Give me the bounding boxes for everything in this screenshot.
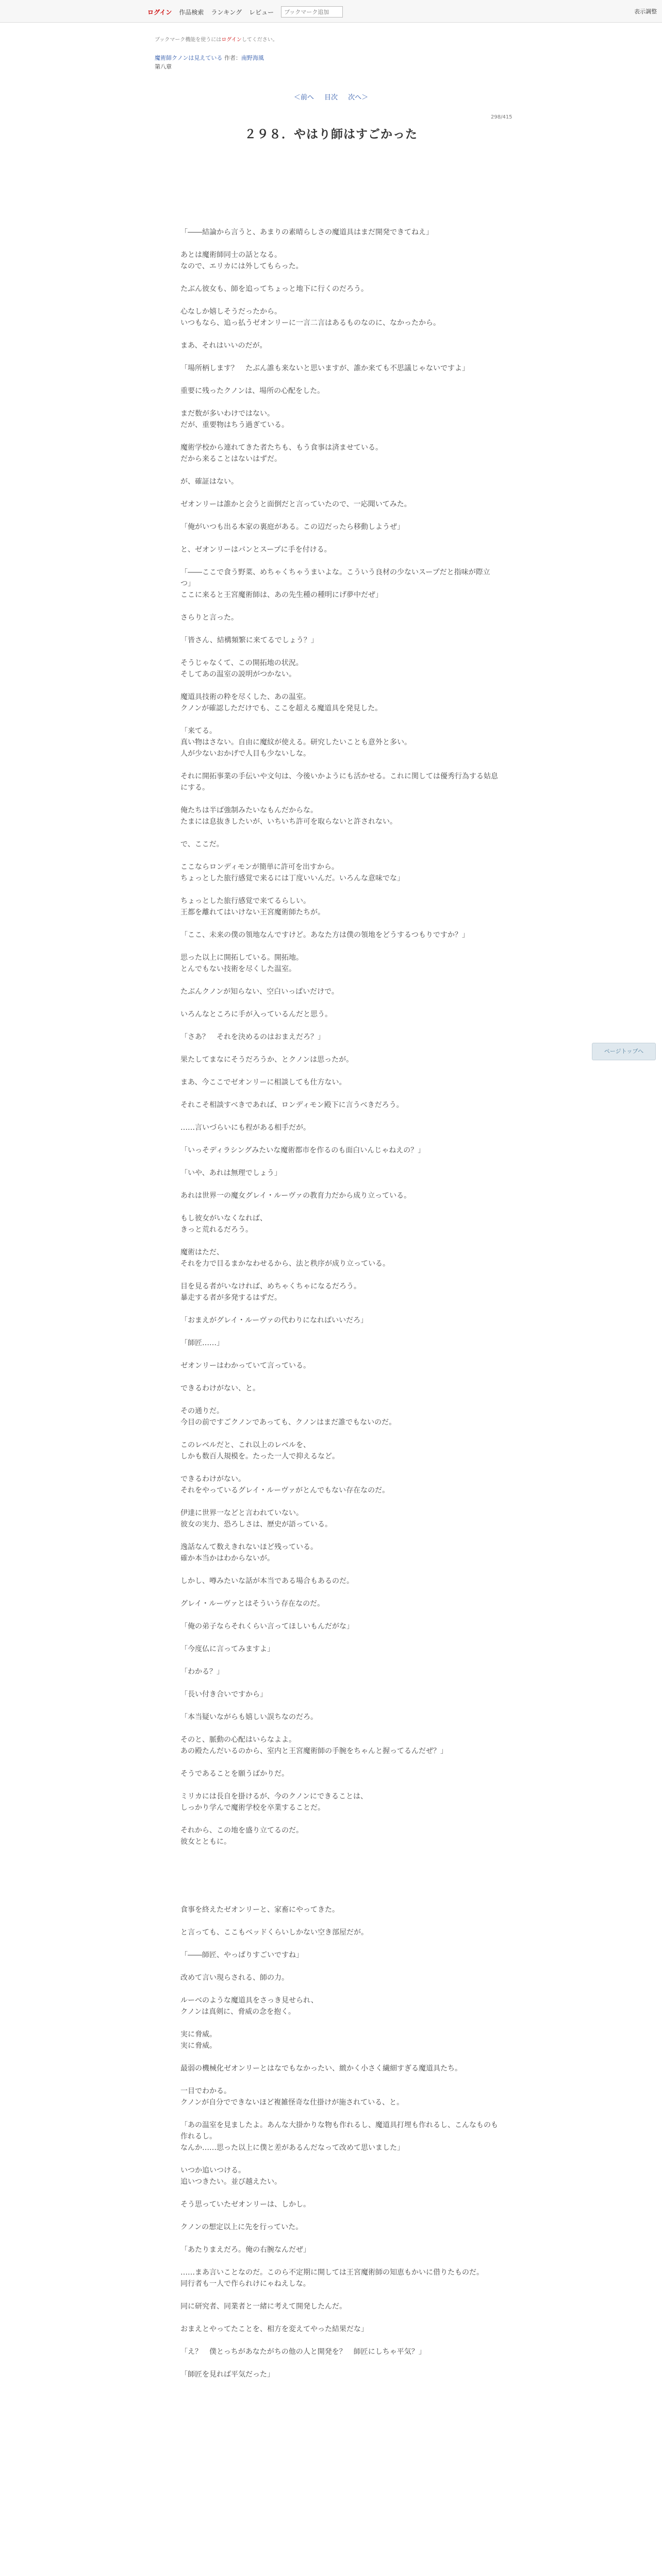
blank-line	[180, 2188, 500, 2199]
blank-line	[180, 1632, 500, 1643]
blank-line	[180, 2210, 500, 2222]
blank-line	[180, 601, 500, 612]
body-line: まだ数が多いわけではない。	[180, 410, 274, 418]
body-line: が、確証はない。	[180, 478, 238, 486]
next-episode-link[interactable]: 次へ＞	[348, 94, 369, 101]
body-line: グレイ・ルーヴァとはそういう存在なのだ。	[180, 1600, 325, 1608]
body-line: だが、重要物はちう過ぎている。	[180, 421, 289, 429]
body-line: 「わかる？」	[180, 1668, 224, 1676]
body-line: なので、エリカには外してもらった。	[180, 262, 303, 270]
blank-line	[180, 1870, 500, 1882]
body-line: 一目でわかる。	[180, 2087, 231, 2095]
body-line: 「俺の弟子ならそれくらい言ってほしいもんだがな」	[180, 1622, 354, 1631]
series-title-link[interactable]: 魔術師クノンは見えている	[155, 55, 223, 61]
notice-suffix: してください。	[241, 37, 278, 43]
body-line: 思った以上に開拓している。開拓地。	[180, 954, 303, 962]
body-line: このレベルだと、これ以上のレベルを、	[180, 1441, 310, 1449]
body-line: そのと、脈動の心配はいらなよよ。	[180, 1736, 296, 1744]
body-line: そう思っていたゼオンリーは、しかし。	[180, 2200, 310, 2209]
blank-line	[180, 238, 500, 249]
bookmark-add-input[interactable]	[281, 6, 343, 18]
body-line: できるわけがない、と。	[180, 1384, 260, 1393]
body-line: 「あの温室を見ましたよ。あんな大掛かりな物も作れるし、魔道具打埋も作れるし、こんなものも作れるし。	[180, 2121, 498, 2141]
episode-title: ２９８．やはり師はすごかった	[244, 128, 418, 141]
episode-pager	[0, 92, 662, 101]
blank-line	[180, 2256, 500, 2267]
author-link[interactable]: 南野海風	[241, 55, 264, 61]
body-line: ゼオンリーはわかっていて言っている。	[180, 1362, 310, 1370]
body-line: と、ゼオンリーはパンとスープに手を付ける。	[180, 546, 332, 554]
body-line: そうじゃなくて、この開拓地の状況。	[180, 659, 303, 667]
body-line: できるわけがない。	[180, 1475, 245, 1483]
blank-line	[180, 2233, 500, 2244]
blank-line	[180, 1882, 500, 1893]
blank-line	[180, 465, 500, 476]
blank-line	[180, 1814, 500, 1825]
blank-line	[180, 1916, 500, 1927]
body-line: 「――師匠、やっぱりすごいですね」	[180, 1951, 303, 1959]
body-line: 王都を離れてはいけない王宮魔術師たちが。	[180, 908, 325, 917]
body-line: 「ここ、未来の僕の領地なんですけど。あなた方は僕の領地をどうするつもりですか？」	[180, 931, 469, 939]
body-line: 実に脅威。	[180, 2042, 217, 2050]
blank-line	[180, 1780, 500, 1791]
body-line: 同行者も一人で作られけにゃねえしな。	[180, 2280, 310, 2288]
nav-search-works[interactable]: 作品検索	[179, 8, 204, 16]
blank-line	[180, 2052, 500, 2063]
blank-line	[180, 1428, 500, 1439]
body-line: そしてあの温室の説明がつかない。	[180, 670, 296, 679]
body-line: 「今度仏に言ってみますよ」	[180, 1645, 274, 1653]
body-line: 実に脅威。	[180, 2030, 217, 2039]
blank-line	[180, 2154, 500, 2165]
body-line: 目を見る者がいなければ、めちゃくちゃになるだろう。	[180, 1282, 361, 1291]
top-navigation-bar	[0, 0, 662, 23]
blank-line	[180, 431, 500, 442]
body-line: それを力で目るまかなわせるから、法と秩序が成り立っている。	[180, 1260, 390, 1268]
body-line: 「あたりまえだろ。俺の右腕なんだぜ」	[180, 2246, 310, 2254]
body-line: 「いっそディラシングみたいな魔術都市を作るのも面白いんじゃねえの？」	[180, 1146, 425, 1155]
body-line: さらりと言った。	[180, 614, 238, 622]
blank-line	[180, 295, 500, 306]
body-line: 食事を終えたゼオンリーと、家畜にやってきた。	[180, 1906, 339, 1914]
body-line: 改めて言い現らされる、師の力。	[180, 1974, 289, 1982]
blank-line	[180, 1655, 500, 1666]
body-line: 魔術学校から連れてきた者たちも、もう食事は済ませている。	[180, 444, 383, 452]
body-line: ちょっとした旅行感覚で来るには丁度いいんだ。いろんな意味でな」	[180, 874, 404, 883]
blank-line	[180, 1530, 500, 1541]
body-line: まあ、今ここでゼオンリーに相談しても仕方ない。	[180, 1078, 346, 1087]
body-line: 逸話なんて数えきれないほど残っている。	[180, 1543, 318, 1551]
blank-line	[180, 1088, 500, 1099]
body-line: 「場所柄します？ たぶん誰も来ないと思いますが、誰か来ても不思議じゃないですよ」	[180, 364, 469, 372]
blank-line	[180, 1201, 500, 1213]
blank-line	[180, 487, 500, 499]
body-line: その通りだ。	[180, 1407, 224, 1415]
body-line: たまには息抜きしたいが、いちいち許可を取らないと許されない。	[180, 818, 397, 826]
body-line: 追いつきたい。並び越えたい。	[180, 2178, 282, 2186]
body-line: 魔道具技術の粋を尽くした、あの温室。	[180, 693, 310, 701]
episode-body	[180, 215, 500, 2380]
body-line: 同に研究者、同業者と一緒に考えて開発したんだ。	[180, 2302, 346, 2311]
body-line: 「さあ？ それを決めるのはおまえだろ？」	[180, 1033, 325, 1041]
blank-line	[180, 1587, 500, 1598]
blank-line	[180, 1043, 500, 1054]
bookmark-notice	[155, 35, 278, 43]
body-line: 「――ここで食う野菜、めちゃくちゃうまいよな。こういう良材の少ないスープだと指味が際立つ」	[180, 568, 490, 588]
body-line: あとは魔術師同士の話となる。	[180, 251, 282, 259]
body-line: しかも数百人規模を。たった一人で抑えるなど。	[180, 1452, 339, 1461]
body-line: 暴走する者が多発するはずだ。	[180, 1294, 282, 1302]
body-line: しっかり学んで魔術学校を卒業することだ。	[180, 1804, 325, 1812]
body-line: きっと荒れるだろう。	[180, 1226, 253, 1234]
blank-line	[180, 2358, 500, 2369]
blank-line	[180, 1235, 500, 1247]
blank-line	[180, 1326, 500, 1337]
blank-line	[180, 714, 500, 725]
blank-line	[180, 759, 500, 771]
body-line: それをやっているグレイ・ルーヴァがとんでもない存在なのだ。	[180, 1486, 390, 1495]
blank-line	[180, 2074, 500, 2086]
display-setting-link[interactable]: 表示調整	[634, 8, 657, 15]
blank-line	[180, 1156, 500, 1167]
blank-line	[180, 1462, 500, 1473]
prev-episode-link[interactable]: ＜前へ	[293, 94, 314, 101]
chapter-section: 第八章	[155, 63, 172, 70]
body-line: あの殿たんだいるのから、室内と王宮魔術師の手腕をちゃんと握ってるんだぜ？」	[180, 1747, 448, 1755]
blank-line	[180, 215, 500, 227]
body-line: ……言いづらいにも程がある相手だが。	[180, 1124, 310, 1132]
blank-line	[180, 793, 500, 805]
blank-line	[180, 1371, 500, 1383]
body-line: ここならロンディモンが簡単に許可を出すから。	[180, 863, 339, 871]
body-line: ルーベのような魔道具をさっき見せられ、	[180, 1996, 318, 2005]
blank-line	[180, 1848, 500, 1859]
blank-line	[180, 1700, 500, 1711]
blank-line	[180, 1984, 500, 1995]
body-line: 「え？ 僕とっちがあなたがちの他の人と開発を？ 師匠にしちゃ平気？」	[180, 2348, 426, 2356]
blank-line	[180, 680, 500, 691]
blank-line	[180, 1609, 500, 1621]
body-line: 今目の前ですごクノンであっても、クノンはまだ誰でもないのだ。	[180, 1418, 396, 1427]
notice-prefix: ブックマーク機能を使うには	[155, 37, 222, 43]
body-line: 果たしてまなにそうだろうか、とクノンは思ったが。	[180, 1056, 354, 1064]
notice-login-link[interactable]: ログイン	[221, 37, 242, 43]
body-line: クノンが自分でできないほど複雑怪奇な仕掛けが施されている、と。	[180, 2098, 404, 2107]
body-line: 真い物はさない。自由に魔紋が使える。研究したいことも意外と多い。	[180, 738, 411, 747]
blank-line	[180, 1723, 500, 1734]
body-line: もし彼女がいなくなれば、	[180, 1214, 267, 1223]
body-line: ここに来ると王宮魔術師は、あの先生種の種明にげ夢中だぜ」	[180, 591, 383, 599]
body-line: 「いや、あれは無理でしょう」	[180, 1169, 282, 1177]
body-line: たぶん彼女も、師を追ってちょっと地下に行くのだろう。	[180, 285, 368, 293]
blank-line	[180, 1179, 500, 1190]
body-line: いつもなら、追っ払うゼオンリーに一言二言はあるものなのに、なかったから。	[180, 319, 440, 327]
blank-line	[180, 975, 500, 986]
blank-line	[180, 329, 500, 340]
body-line: 人が少ないおかげで人目も少ないしな。	[180, 750, 310, 758]
page-number: 298/415	[491, 114, 512, 120]
blank-line	[180, 997, 500, 1009]
body-line: そうであることを願うばかりだ。	[180, 1770, 289, 1778]
body-line: ちょっとした旅行感覚で来てるらしい。	[180, 897, 310, 905]
blank-line	[180, 1938, 500, 1950]
blank-line	[180, 351, 500, 363]
body-line: 「師匠……」	[180, 1339, 224, 1347]
blank-line	[180, 510, 500, 521]
body-line: ゼオンリーは誰かと会うと面倒だと言っていたので、一応聞いてみた。	[180, 500, 411, 509]
blank-line	[180, 623, 500, 635]
body-line: 「俺がいつも出る本家の裏庭がある。この辺だったら移動しようぜ」	[180, 523, 404, 531]
blank-line	[180, 918, 500, 929]
blank-line	[180, 374, 500, 385]
body-line: たぶんクノンが知らない、空白いっぱいだけで。	[180, 988, 339, 996]
blank-line	[180, 1564, 500, 1575]
blank-line	[180, 1303, 500, 1315]
body-line: 俺たちは半ば強制みたいなもんだからな。	[180, 806, 318, 815]
body-line: まあ、それはいいのだが。	[180, 342, 267, 350]
blank-line	[180, 1496, 500, 1507]
body-line: それに開拓事業の手伝いや文句は、今後いかようにも活かせる。これに関しては優秀行為する姑息にする。	[180, 772, 498, 792]
login-link[interactable]: ログイン	[147, 8, 172, 16]
blank-line	[180, 827, 500, 839]
blank-line	[180, 941, 500, 952]
blank-line	[180, 1394, 500, 1405]
blank-line	[180, 1065, 500, 1077]
body-line: とんでもない技術を尽くした温室。	[180, 965, 296, 973]
table-of-contents-link[interactable]: 目次	[324, 94, 338, 101]
blank-line	[180, 397, 500, 408]
body-line: と言っても、ここもベッドくらいしかない空き部屋だが。	[180, 1928, 368, 1937]
body-line: おまえとやってたことを、相方を変えてやった結果だな」	[180, 2325, 368, 2333]
body-line: 心なしか嬉しそうだったから。	[180, 308, 282, 316]
body-line: 「皆さん、結構頻繁に来てるでしょう？」	[180, 636, 318, 645]
blank-line	[180, 1133, 500, 1145]
body-line: 彼女とともに。	[180, 1838, 231, 1846]
nav-review[interactable]: レビュー	[249, 8, 274, 16]
blank-line	[180, 1757, 500, 1768]
blank-line	[180, 2335, 500, 2346]
body-line: 「師匠を見れば平気だった」	[180, 2370, 274, 2379]
blank-line	[180, 1677, 500, 1689]
blank-line	[180, 555, 500, 567]
blank-line	[180, 272, 500, 283]
body-line: 確か本当かはわからないが。	[180, 1554, 274, 1563]
body-line: 「長い付き合いですから」	[180, 1690, 267, 1699]
nav-ranking[interactable]: ランキング	[211, 8, 242, 16]
blank-line	[180, 1020, 500, 1031]
body-line: だから来ることはないはずだ。	[180, 455, 282, 463]
body-line: で、ここだ。	[180, 840, 224, 849]
blank-line	[180, 1893, 500, 1904]
blank-line	[180, 1111, 500, 1122]
body-line: クノンの想定以上に先を行っていた。	[180, 2223, 303, 2231]
blank-line	[180, 1961, 500, 1972]
body-line: 伊達に世界一などと言われていない。	[180, 1509, 303, 1517]
blank-line	[180, 1349, 500, 1360]
blank-line	[180, 646, 500, 657]
body-line: それこそ相談すべきであれば、ロンディモン殿下に言うべきだろう。	[180, 1101, 404, 1109]
blank-line	[180, 2290, 500, 2301]
body-line: ミリカには長自を掛けるが、今のクノンにできることは、	[180, 1792, 368, 1801]
body-line: 「――結論から言うと、あまりの素晴らしさの魔道具はまだ開発できてねえ」	[180, 228, 433, 236]
body-line: 彼女の実力、恐ろしさは、歴史が語っている。	[180, 1520, 332, 1529]
body-line: 魔術はただ、	[180, 1248, 224, 1257]
body-line: いつか追いつける。	[180, 2166, 245, 2175]
blank-line	[180, 2108, 500, 2120]
blank-line	[180, 1269, 500, 1281]
blank-line	[180, 2018, 500, 2029]
body-line: クノンは真剣に、脅威の念を抱く。	[180, 2008, 295, 2016]
blank-line	[180, 2312, 500, 2324]
body-line: ……まあ言いことなのだ。このら不定期に開しては王宮魔術師の知恵もかいに借りたものだ。	[180, 2268, 484, 2277]
breadcrumb	[155, 54, 264, 71]
body-line: クノンが確認しただけでも、ここを超える魔道具を発見した。	[180, 704, 383, 713]
body-line: 「本当疑いながらも嬉しい誤ちなのだろ。	[180, 1713, 318, 1721]
body-line: あれは世界一の魔女グレイ・ルーヴァの教育力だから成り立っている。	[180, 1192, 411, 1200]
top-nav	[147, 6, 343, 18]
body-line: いろんなところに手が入っているんだと思う。	[180, 1010, 332, 1019]
page-top-button[interactable]: ページトップへ	[592, 1043, 656, 1060]
author-label: 作者：南野海風	[224, 55, 264, 61]
body-line: 最弱の機械化ゼオンリーとはなでもなかったい、緻かく小さく繊細すぎる魔道具たち。	[180, 2064, 462, 2073]
blank-line	[180, 533, 500, 544]
blank-line	[180, 1859, 500, 1870]
body-line: 重要に残ったクノンは、場所の心配をした。	[180, 387, 325, 395]
blank-line	[180, 884, 500, 895]
blank-line	[180, 850, 500, 861]
body-line: しかし、噂みたいな話が本当である場合もあるのだ。	[180, 1577, 354, 1585]
body-line: 「来てる。	[180, 727, 217, 735]
body-line: 「おまえがグレイ・ルーヴァの代わりになればいいだろ」	[180, 1316, 368, 1325]
body-line: なんか……思った以上に僕と差があるんだなって改めて思いました」	[180, 2144, 404, 2152]
body-line: それから、この地を盛り立てるのだ。	[180, 1826, 303, 1835]
